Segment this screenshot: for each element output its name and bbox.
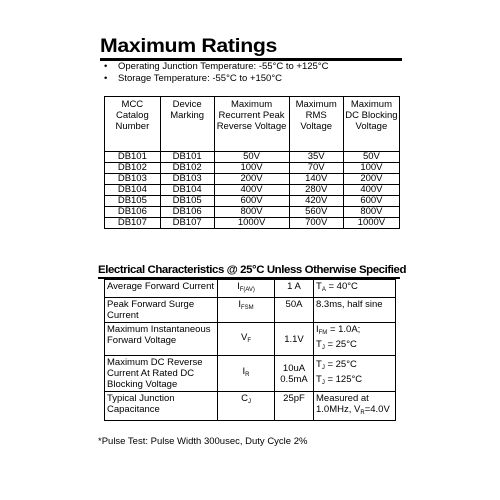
table-cell: DB106 (160, 207, 214, 218)
condition-cell: Measured at 1.0MHz, $V_R=4.0V$ (314, 392, 396, 421)
value-cell: 25pF (275, 392, 314, 421)
table-cell: 700V (289, 218, 343, 229)
table-row (105, 298, 396, 323)
electrical-table (104, 279, 396, 421)
table-row (105, 152, 400, 163)
value-cell: 10uA 0.5mA (275, 356, 314, 392)
symbol-cell: $I_{FSM}$ (218, 298, 275, 323)
table-row (105, 323, 396, 356)
table-cell: 600V (214, 196, 289, 207)
col-header-rms: Maximum RMS Voltage (289, 97, 343, 152)
table-cell: DB102 (105, 163, 161, 174)
col-header-peak-reverse: Maximum Recurrent Peak Reverse Voltage (214, 97, 289, 152)
symbol-cell: $I_R$ (218, 356, 275, 392)
table-cell: 50V (343, 152, 399, 163)
col-header-dc-blocking: Maximum DC Blocking Voltage (343, 97, 399, 152)
table-row (105, 392, 396, 421)
table-row (105, 218, 400, 229)
col-header-marking: Device Marking (160, 97, 214, 152)
table-cell: 100V (214, 163, 289, 174)
symbol-cell: $C_J$ (218, 392, 275, 421)
table-cell: 140V (289, 174, 343, 185)
footnote: *Pulse Test: Pulse Width 300usec, Duty Cycle 2% (98, 436, 308, 447)
param-cell: Average Forward Current (105, 280, 218, 298)
param-cell: Maximum DC Reverse Current At Rated DC Blocking Voltage (105, 356, 218, 392)
table-cell: 560V (289, 207, 343, 218)
table-cell: 50V (214, 152, 289, 163)
table-cell: DB107 (160, 218, 214, 229)
bullet-storage-temp: • Storage Temperature: -55°C to +150°C (104, 73, 328, 85)
table-cell: 800V (214, 207, 289, 218)
ratings-title: Maximum Ratings (100, 36, 278, 57)
table-row (105, 207, 400, 218)
table-cell: DB101 (105, 152, 161, 163)
table-row (105, 163, 400, 174)
value-cell: 50A (275, 298, 314, 323)
param-cell: Typical Junction Capacitance (105, 392, 218, 421)
elec-title: Electrical Characteristics @ 25°C Unless Otherwise Specified (98, 264, 407, 276)
table-row (105, 196, 400, 207)
table-cell: DB105 (105, 196, 161, 207)
table-cell: 400V (214, 185, 289, 196)
table-cell: DB107 (105, 218, 161, 229)
table-cell: 200V (343, 174, 399, 185)
param-cell: Peak Forward Surge Current (105, 298, 218, 323)
ratings-header-row (105, 97, 400, 152)
table-cell: DB105 (160, 196, 214, 207)
table-row (105, 280, 396, 298)
table-cell: 70V (289, 163, 343, 174)
table-cell: 35V (289, 152, 343, 163)
table-cell: DB106 (105, 207, 161, 218)
col-header-catalog: MCC Catalog Number (105, 97, 161, 152)
value-cell: 1.1V (275, 323, 314, 356)
table-row (105, 356, 396, 392)
table-cell: DB104 (105, 185, 161, 196)
table-cell: DB103 (160, 174, 214, 185)
table-cell: DB104 (160, 185, 214, 196)
table-cell: 400V (343, 185, 399, 196)
table-cell: 1000V (214, 218, 289, 229)
param-cell: Maximum Instantaneous Forward Voltage (105, 323, 218, 356)
table-cell: 420V (289, 196, 343, 207)
rating-bullets (104, 61, 328, 85)
condition-cell: $T_A = 40^\circ C$ (314, 280, 396, 298)
condition-cell: $T_J = 25^\circ C$ $T_J = 125^\circ C$ (314, 356, 396, 392)
condition-cell: $I_{FM} = 1.0A$; $T_J = 25^\circ C$ (314, 323, 396, 356)
table-cell: DB101 (160, 152, 214, 163)
condition-cell: 8.3ms, half sine (314, 298, 396, 323)
table-cell: 1000V (343, 218, 399, 229)
bullet-operating-temp: • Operating Junction Temperature: -55°C to +125°C (104, 61, 328, 73)
table-cell: 280V (289, 185, 343, 196)
table-cell: 100V (343, 163, 399, 174)
table-cell: DB102 (160, 163, 214, 174)
symbol-cell: $I_{F(AV)}$ (218, 280, 275, 298)
value-cell: 1 A (275, 280, 314, 298)
ratings-table (104, 96, 400, 229)
table-cell: 600V (343, 196, 399, 207)
table-row (105, 174, 400, 185)
table-row (105, 185, 400, 196)
symbol-cell: $V_F$ (218, 323, 275, 356)
table-cell: 800V (343, 207, 399, 218)
table-cell: DB103 (105, 174, 161, 185)
table-cell: 200V (214, 174, 289, 185)
